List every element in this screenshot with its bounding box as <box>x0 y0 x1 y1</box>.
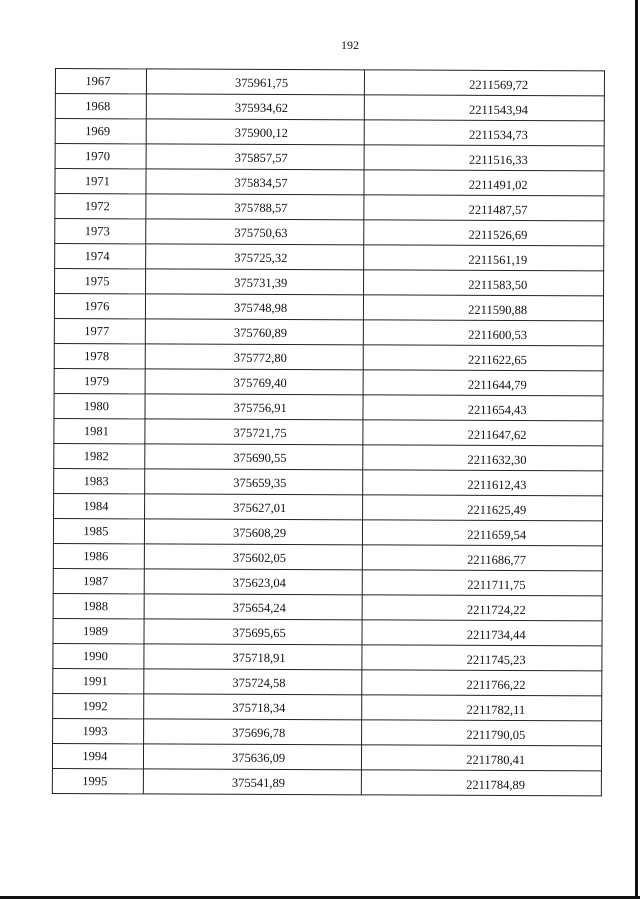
year-cell-text: 1972 <box>84 198 110 213</box>
year-cell-text: 1983 <box>83 473 109 488</box>
table-row <box>54 294 603 321</box>
y-coordinate-cell <box>363 495 603 521</box>
year-cell <box>54 393 145 418</box>
x-coordinate-cell-text: 375769,40 <box>233 375 287 390</box>
y-coordinate-cell <box>364 170 604 196</box>
year-cell <box>53 718 144 743</box>
year-cell-text: 1991 <box>82 673 108 688</box>
y-coordinate-cell <box>362 620 602 646</box>
x-coordinate-cell <box>144 644 363 670</box>
page-number: 192 <box>341 38 359 52</box>
table-row <box>53 693 602 720</box>
x-coordinate-cell <box>144 619 363 645</box>
y-coordinate-cell <box>362 745 602 771</box>
table-row <box>54 468 603 495</box>
x-coordinate-cell <box>143 719 362 745</box>
y-coordinate-cell-text: 2211612,43 <box>467 477 527 492</box>
x-coordinate-cell <box>146 94 365 120</box>
table-row <box>52 768 601 795</box>
x-coordinate-cell <box>146 169 365 195</box>
year-cell <box>55 169 146 194</box>
x-coordinate-cell <box>146 219 365 245</box>
y-coordinate-cell-text: 2211600,53 <box>468 327 528 342</box>
x-coordinate-cell-text: 375731,39 <box>234 275 288 290</box>
y-coordinate-cell-text: 2211622,65 <box>467 352 527 367</box>
coordinates-table <box>52 68 605 796</box>
x-coordinate-cell <box>145 419 364 445</box>
y-coordinate-cell <box>362 670 602 696</box>
year-cell-text: 1986 <box>83 548 109 563</box>
table-row <box>55 194 604 221</box>
table-row <box>53 518 602 545</box>
x-coordinate-cell-text: 375627,01 <box>233 500 287 515</box>
x-coordinate-cell <box>144 494 363 520</box>
y-coordinate-cell <box>364 220 604 246</box>
table-row <box>54 393 603 420</box>
y-coordinate-cell-text: 2211583,50 <box>468 277 528 292</box>
y-coordinate-cell-text: 2211790,05 <box>466 727 526 742</box>
x-coordinate-cell <box>145 344 364 370</box>
y-coordinate-cell-text: 2211632,30 <box>467 452 527 467</box>
y-coordinate-cell <box>363 595 603 621</box>
table-row <box>54 418 603 445</box>
y-coordinate-cell <box>362 720 602 746</box>
y-coordinate-cell <box>363 420 603 446</box>
y-coordinate-cell <box>363 545 603 571</box>
x-coordinate-cell <box>146 69 365 95</box>
table-row <box>55 219 604 246</box>
y-coordinate-cell <box>362 770 602 796</box>
year-cell-text: 1987 <box>83 573 109 588</box>
year-cell-text: 1976 <box>84 298 110 313</box>
y-coordinate-cell-text: 2211569,72 <box>469 77 529 92</box>
year-cell <box>55 269 146 294</box>
y-coordinate-cell <box>365 120 605 146</box>
x-coordinate-cell <box>143 769 362 795</box>
year-cell-text: 1984 <box>83 498 109 513</box>
y-coordinate-cell <box>364 270 604 296</box>
y-coordinate-cell-text: 2211625,49 <box>467 502 527 517</box>
x-coordinate-cell <box>144 569 363 595</box>
year-cell-text: 1994 <box>82 748 108 763</box>
year-cell <box>54 493 145 518</box>
year-cell-text: 1969 <box>85 123 111 138</box>
table-row <box>53 618 602 645</box>
y-coordinate-cell-text: 2211534,73 <box>468 127 528 142</box>
x-coordinate-cell-text: 375718,34 <box>232 700 286 715</box>
year-cell <box>55 219 146 244</box>
x-coordinate-cell-text: 375725,32 <box>234 250 288 265</box>
table-row <box>53 568 602 595</box>
year-cell <box>53 693 144 718</box>
table-row <box>54 368 603 395</box>
table-row <box>55 94 604 121</box>
year-cell-text: 1967 <box>85 73 111 88</box>
year-cell-text: 1988 <box>83 598 109 613</box>
x-coordinate-cell <box>145 294 364 320</box>
x-coordinate-cell <box>145 394 364 420</box>
table-row <box>53 718 602 745</box>
table-row <box>54 318 603 345</box>
x-coordinate-cell <box>146 144 365 170</box>
y-coordinate-cell-text: 2211784,89 <box>466 777 526 792</box>
x-coordinate-cell <box>145 369 364 395</box>
x-coordinate-cell-text: 375756,91 <box>233 400 287 415</box>
table-row <box>53 643 602 670</box>
year-cell <box>53 593 144 618</box>
table-row <box>55 169 604 196</box>
y-coordinate-cell-text: 2211516,33 <box>468 152 528 167</box>
y-coordinate-cell <box>363 570 603 596</box>
y-coordinate-cell <box>363 470 603 496</box>
table-row <box>55 119 604 146</box>
x-coordinate-cell-text: 375934,62 <box>234 100 289 115</box>
year-cell <box>54 318 145 343</box>
y-coordinate-cell <box>362 695 602 721</box>
table-row <box>54 343 603 370</box>
y-coordinate-cell <box>365 70 605 96</box>
year-cell-text: 1968 <box>85 98 111 113</box>
y-coordinate-cell <box>364 345 604 371</box>
x-coordinate-cell-text: 375721,75 <box>233 425 287 440</box>
year-cell <box>55 244 146 269</box>
x-coordinate-cell <box>145 444 364 470</box>
x-coordinate-cell-text: 375690,55 <box>233 450 287 465</box>
y-coordinate-cell <box>363 445 603 471</box>
year-cell <box>55 69 146 94</box>
table-row <box>53 593 602 620</box>
x-coordinate-cell-text: 375608,29 <box>233 525 287 540</box>
x-coordinate-cell-text: 375760,89 <box>233 325 288 340</box>
y-coordinate-cell-text: 2211561,19 <box>468 252 528 267</box>
table-row <box>52 743 601 770</box>
year-cell <box>54 343 145 368</box>
y-coordinate-cell-text: 2211526,69 <box>468 227 528 242</box>
year-cell-text: 1973 <box>84 223 110 238</box>
year-cell-text: 1971 <box>84 173 110 188</box>
table-row <box>55 144 604 171</box>
year-cell <box>54 443 145 468</box>
y-coordinate-cell-text: 2211686,77 <box>467 552 527 567</box>
year-cell <box>53 543 144 568</box>
year-cell <box>53 643 144 668</box>
x-coordinate-cell <box>145 269 364 295</box>
year-cell-text: 1995 <box>82 773 108 788</box>
y-coordinate-cell-text: 2211734,44 <box>466 627 526 642</box>
y-coordinate-cell-text: 2211487,57 <box>468 202 528 217</box>
y-coordinate-cell <box>363 370 603 396</box>
x-coordinate-cell <box>146 119 365 145</box>
x-coordinate-cell <box>144 594 363 620</box>
table-row <box>54 493 603 520</box>
x-coordinate-cell-text: 375750,63 <box>234 225 288 240</box>
y-coordinate-cell <box>364 145 604 171</box>
y-coordinate-cell <box>364 320 604 346</box>
year-cell <box>52 743 143 768</box>
y-coordinate-cell-text: 2211745,23 <box>466 652 526 667</box>
x-coordinate-cell-text: 375961,75 <box>234 75 289 90</box>
year-cell-text: 1992 <box>82 698 108 713</box>
table-row <box>54 443 603 470</box>
year-cell-text: 1978 <box>84 348 110 363</box>
year-cell <box>53 568 144 593</box>
table-row <box>55 244 604 271</box>
y-coordinate-cell-text: 2211782,11 <box>466 702 526 717</box>
y-coordinate-cell-text: 2211543,94 <box>469 102 529 117</box>
year-cell <box>55 194 146 219</box>
y-coordinate-cell <box>364 295 604 321</box>
x-coordinate-cell-text: 375748,98 <box>233 300 288 315</box>
year-cell <box>52 768 143 793</box>
y-coordinate-cell <box>364 195 604 221</box>
year-cell-text: 1982 <box>83 448 109 463</box>
x-coordinate-cell-text: 375724,58 <box>232 675 286 690</box>
year-cell-text: 1989 <box>82 623 108 638</box>
x-coordinate-cell <box>145 319 364 345</box>
x-coordinate-cell <box>145 244 364 270</box>
year-cell <box>53 668 144 693</box>
y-coordinate-cell <box>362 645 602 671</box>
year-cell <box>55 144 146 169</box>
x-coordinate-cell-text: 375772,80 <box>233 350 287 365</box>
x-coordinate-cell-text: 375636,09 <box>232 750 286 765</box>
table-row <box>53 543 602 570</box>
table-row <box>55 269 604 296</box>
year-cell <box>55 94 146 119</box>
y-coordinate-cell-text: 2211724,22 <box>466 602 526 617</box>
year-cell <box>54 468 145 493</box>
y-coordinate-cell <box>363 395 603 421</box>
y-coordinate-cell-text: 2211590,88 <box>468 302 528 317</box>
x-coordinate-cell-text: 375857,57 <box>234 150 288 165</box>
y-coordinate-cell <box>363 520 603 546</box>
year-cell <box>54 418 145 443</box>
y-coordinate-cell-text: 2211491,02 <box>468 177 528 192</box>
year-cell <box>53 518 144 543</box>
x-coordinate-cell-text: 375654,24 <box>232 600 286 615</box>
y-coordinate-cell <box>365 95 605 121</box>
year-cell <box>55 119 146 144</box>
year-cell <box>54 294 145 319</box>
year-cell-text: 1977 <box>84 323 110 338</box>
year-cell-text: 1990 <box>82 648 108 663</box>
x-coordinate-cell <box>143 744 362 770</box>
y-coordinate-cell-text: 2211647,62 <box>467 427 527 442</box>
table-row <box>53 668 602 695</box>
x-coordinate-cell-text: 375623,04 <box>232 575 286 590</box>
x-coordinate-cell-text: 375541,89 <box>231 775 286 790</box>
table-row <box>55 69 604 96</box>
year-cell-text: 1979 <box>84 373 110 388</box>
year-cell-text: 1975 <box>84 273 110 288</box>
x-coordinate-cell-text: 375659,35 <box>233 475 287 490</box>
x-coordinate-cell <box>146 194 365 220</box>
x-coordinate-cell <box>144 519 363 545</box>
year-cell-text: 1993 <box>82 723 108 738</box>
x-coordinate-cell-text: 375834,57 <box>234 175 288 190</box>
y-coordinate-cell <box>364 245 604 271</box>
table-body <box>52 69 604 796</box>
year-cell-text: 1974 <box>84 248 110 263</box>
x-coordinate-cell <box>144 669 363 695</box>
year-cell-text: 1980 <box>83 398 109 413</box>
year-cell <box>54 368 145 393</box>
x-coordinate-cell <box>144 544 363 570</box>
year-cell-text: 1985 <box>83 523 109 538</box>
x-coordinate-cell <box>144 469 363 495</box>
y-coordinate-cell-text: 2211654,43 <box>467 402 527 417</box>
x-coordinate-cell-text: 375695,65 <box>232 625 286 640</box>
y-coordinate-cell-text: 2211780,41 <box>466 752 526 767</box>
x-coordinate-cell-text: 375788,57 <box>234 200 288 215</box>
y-coordinate-cell-text: 2211659,54 <box>467 527 527 542</box>
page-border-right <box>635 0 638 899</box>
y-coordinate-cell-text: 2211711,75 <box>467 577 526 592</box>
x-coordinate-cell-text: 375602,05 <box>232 550 287 565</box>
x-coordinate-cell-text: 375696,78 <box>232 725 286 740</box>
year-cell-text: 1970 <box>85 148 111 163</box>
year-cell-text: 1981 <box>83 423 109 438</box>
x-coordinate-cell-text: 375900,12 <box>234 125 288 140</box>
x-coordinate-cell <box>144 694 363 720</box>
y-coordinate-cell-text: 2211766,22 <box>466 677 526 692</box>
y-coordinate-cell-text: 2211644,79 <box>467 377 527 392</box>
x-coordinate-cell-text: 375718,91 <box>232 650 286 665</box>
year-cell <box>53 618 144 643</box>
